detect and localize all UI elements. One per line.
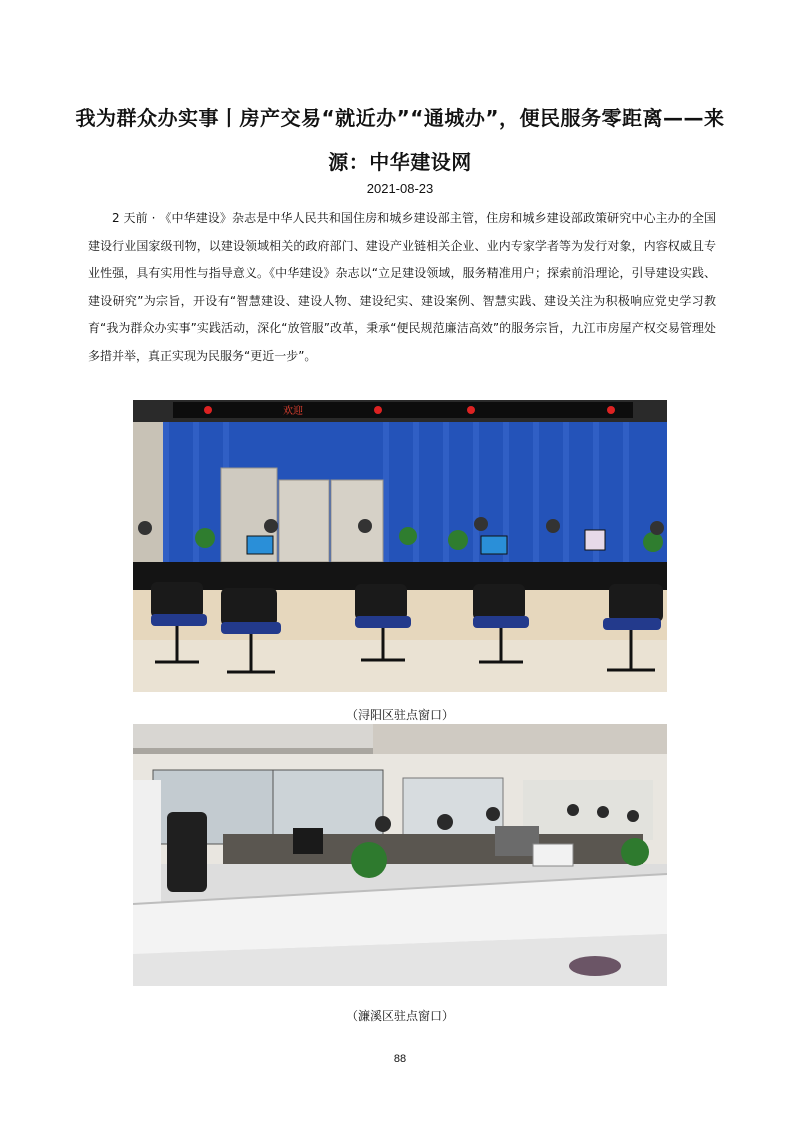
page-number: 88: [393, 1053, 407, 1065]
xunyang-counter-photo: [133, 400, 667, 692]
page-title: 我为群众办实事丨房产交易“就近办”“通城办”，便民服务零距离——来源：中华建设网: [75, 106, 725, 174]
figure-caption-xunyang: （浔阳区驻点窗口）: [345, 708, 454, 722]
article-paragraph: 2 天前 · 《中华建设》杂志是中华人民共和国住房和城乡建设部主管，住房和城乡建设部政策研究中心主办的全国建设行业国家级刊物，以建设领域相关的政府部门、建设产业链相关企业、业内专家学者等为发行对象，内容权威且专业性强，具有实用性与指导意义。《中华建设》杂志以“立足建设领域，服务精准用户；探索前沿理论，引导建设实践、建设研究”为宗旨，开设有“智慧建设、建设人物、建设纪实、建设案例、智慧实践、建设关注为积极响应党史学习教育“我为群众办实事”实践活动，深化“放管服”改革，秉承“便民规范廉洁高效”的服务宗旨，九江市房屋产权交易管理处多措并举，真正实现为民服务“更近一步”。: [88, 211, 716, 363]
led-sign-text: 欢迎: [283, 406, 303, 417]
lianxi-hall-photo: [133, 724, 667, 986]
figure-caption-lianxi: （濂溪区驻点窗口）: [345, 1009, 454, 1023]
publish-date: 2021-08-23: [366, 181, 434, 196]
